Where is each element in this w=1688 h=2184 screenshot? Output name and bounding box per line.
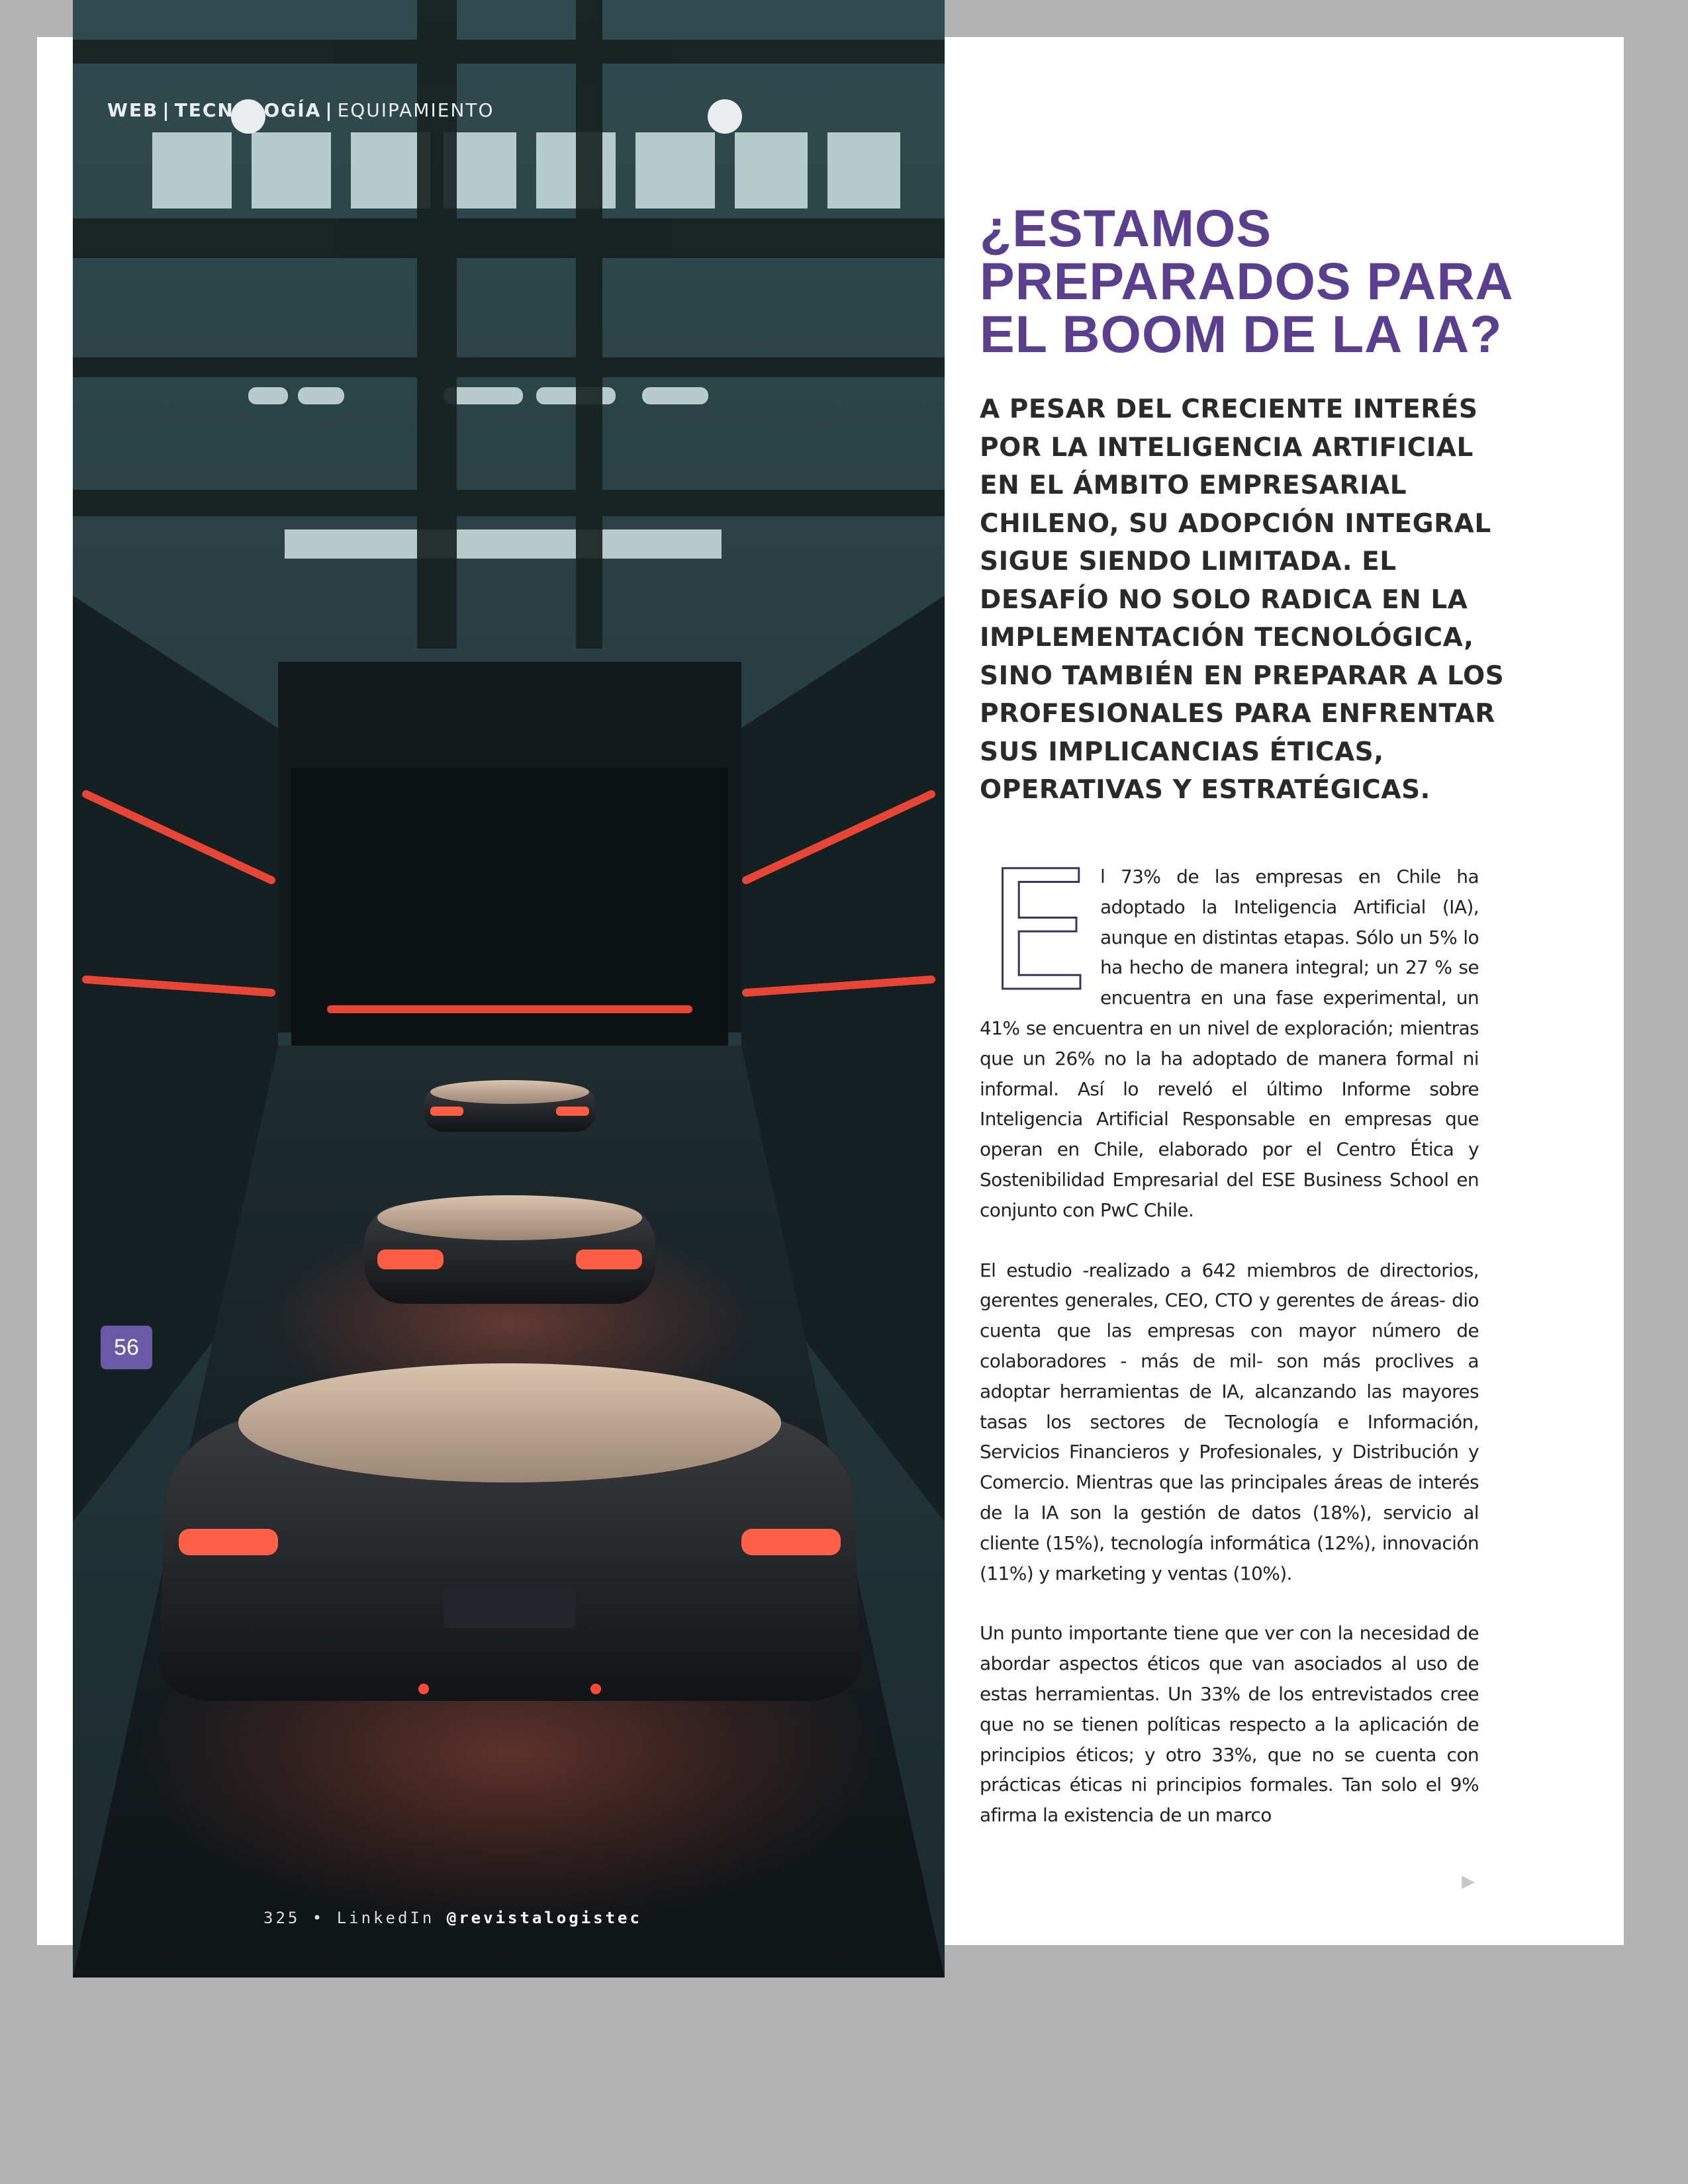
robot-far [424,1080,596,1132]
section-label [107,99,494,121]
social-handle-link[interactable]: @revistalogistec [446,1909,642,1927]
paragraph-1 [980,856,1479,1226]
robot-near [159,1363,861,1701]
article-title: ¿ESTAMOS PREPARADOS PARA EL BOOM DE LA IA? [980,199,1512,363]
section-label-equipamiento: EQUIPAMIENTO [337,99,494,121]
article-deck: A PESAR DEL CRECIENTE INTERÉS POR LA INTELIGENCIA ARTIFICIAL EN EL ÁMBITO EMPRESARIAL CHILENO, SU ADOPCIÓN INTEGRAL SIGUE SIENDO LIMITADA. EL DESAFÍO NO SOLO RADICA EN LA IMPLEMENTACIÓN TECNOLÓGICA, SINO TAMBIÉN EN PREPARAR A LOS PROFESIONALES PARA ENFRENTAR SUS IMPLICANCIAS ÉTICAS, OPERATIVAS Y ESTRATÉGICAS. [980,394,1505,805]
section-label-tecnologia: TECNOLOGÍA [174,99,322,121]
photo-illustration [73,0,945,1978]
drop-cap-glyph: E [986,856,1091,1003]
page-number-badge: 56 [101,1326,152,1369]
paragraph-3: Un punto importante tiene que ver con la necesidad de abordar aspectos éticos que van asociados al uso de estas herramientas. Un 33% de los entrevistados cree que no se tienen políticas respecto a la aplicación de principios éticos; y otro 33%, que no se cuenta con prácticas éticas ni principios formales. Tan solo el 9% afirma la existencia de un marco [980,1622,1479,1827]
drop-cap-letter [980,856,1091,1003]
footer-social-prefix: 325 • LinkedIn [263,1909,447,1927]
next-page-arrow-icon[interactable]: ▶ [1462,1872,1475,1891]
drop-cap [980,856,1091,1003]
article-body [980,856,1479,1860]
paragraph-2: El estudio -realizado a 642 miembros de directorios, gerentes generales, CEO, CTO y gerentes de áreas- dio cuenta que las empresas con mayor número de colaboradores - más de mil- son más proclives a adoptar herramientas de IA, alcanzando las mayores tasas los sectores de Tecnología e Información, Servicios Financieros y Profesionales, y Distribución y Comercio. Mientras que las principales áreas de interés de la IA son la gestión de datos (18%), servicio al cliente (15%), tecnología informática (12%), innovación (11%) y marketing y ventas (10%). [980,1259,1479,1584]
footer-social [263,1909,642,1927]
warehouse-robots-photo [73,0,945,1978]
paragraph-1-text: l 73% de las empresas en Chile ha adoptado la Inteligencia Artificial (IA), aunque en distintas etapas. Sólo un 5% lo ha hecho de manera integral; un 27 % se encuentra en una fase experimental, un 41% se encuentra en un nivel de exploración; mientras que un 26% no la ha adoptado de manera formal ni informal. Así lo reveló el último Informe sobre Inteligencia Artificial Responsable en empresas que operan en Chile, elaborado por el Centro Ética y Sostenibilidad Empresarial del ESE Business School en conjunto con PwC Chile. [980,866,1479,1221]
section-separator: | [325,99,334,121]
section-separator: | [162,99,171,121]
robot-mid [364,1195,655,1304]
section-label-web: WEB [107,99,159,121]
